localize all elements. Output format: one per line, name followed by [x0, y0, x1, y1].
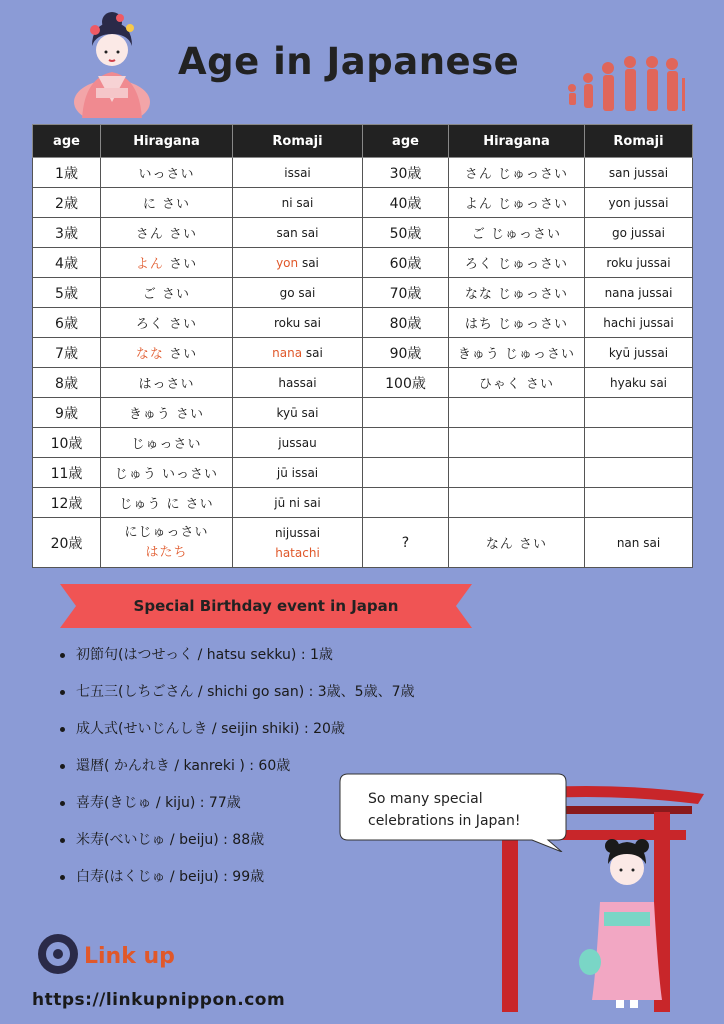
romaji-cell: hassai	[233, 368, 363, 398]
age-cell	[363, 428, 449, 458]
hiragana-cell: きゅう さい	[101, 398, 233, 428]
list-item: 成人式(せいじんしき / seijin shiki) : 20歳	[50, 716, 415, 753]
romaji-cell	[233, 248, 363, 278]
hiragana-cell	[101, 248, 233, 278]
romaji-cell: hyaku sai	[585, 368, 693, 398]
highlight-text: なな	[135, 347, 164, 362]
romaji-cell: kyū sai	[233, 398, 363, 428]
age-cell: 8歳	[33, 368, 101, 398]
age-cell	[363, 458, 449, 488]
hiragana-cell: ご じゅっさい	[449, 218, 585, 248]
geisha-illustration	[62, 10, 162, 118]
hiragana-cell: じゅっさい	[101, 428, 233, 458]
romaji-cell: roku jussai	[585, 248, 693, 278]
romaji-rest: sai	[298, 255, 319, 270]
header-age: age	[363, 125, 449, 158]
highlight-text: nana	[272, 345, 303, 360]
age-cell: 30歳	[363, 158, 449, 188]
list-item: 還暦( かんれき / kanreki ) : 60歳	[50, 753, 415, 790]
romaji-cell: ni sai	[233, 188, 363, 218]
romaji-cell	[585, 428, 693, 458]
hiragana-cell: に さい	[101, 188, 233, 218]
romaji-cell: nan sai	[585, 518, 693, 568]
age-cell: 1歳	[33, 158, 101, 188]
age-cell: 7歳	[33, 338, 101, 368]
table-row	[33, 368, 693, 398]
romaji-cell: nana jussai	[585, 278, 693, 308]
hiragana-cell: じゅう いっさい	[101, 458, 233, 488]
hiragana-cell: なん さい	[449, 518, 585, 568]
speech-bubble-text	[368, 788, 558, 832]
header-romaji: Romaji	[585, 125, 693, 158]
list-item: 初節句(はつせっく / hatsu sekku) : 1歳	[50, 642, 415, 679]
hiragana-cell	[449, 428, 585, 458]
hiragana-cell: きゅう じゅっさい	[449, 338, 585, 368]
age-cell: 6歳	[33, 308, 101, 338]
hiragana-cell: はち じゅっさい	[449, 308, 585, 338]
hiragana-cell: ひゃく さい	[449, 368, 585, 398]
hiragana-cell: ろく じゅっさい	[449, 248, 585, 278]
romaji-cell: san jussai	[585, 158, 693, 188]
age-cell: 60歳	[363, 248, 449, 278]
romaji-rest: sai	[302, 345, 323, 360]
hiragana-rest: さい	[163, 347, 198, 362]
hiragana-cell: ご さい	[101, 278, 233, 308]
age-cell: 2歳	[33, 188, 101, 218]
romaji-line: nijussai	[274, 525, 321, 540]
romaji-cell: jussau	[233, 428, 363, 458]
kimono-girl-icon	[579, 839, 662, 1008]
age-cell: 3歳	[33, 218, 101, 248]
highlight-text: hatachi	[275, 545, 320, 560]
romaji-cell: roku sai	[233, 308, 363, 338]
bubble-line: celebrations in Japan!	[368, 813, 521, 829]
age-cell: 40歳	[363, 188, 449, 218]
age-cell: 11歳	[33, 458, 101, 488]
romaji-cell	[585, 488, 693, 518]
hiragana-cell	[101, 518, 233, 568]
age-cell: 70歳	[363, 278, 449, 308]
hiragana-cell	[449, 398, 585, 428]
banner-title: Special Birthday event in Japan	[133, 597, 399, 615]
table-header-row	[33, 125, 693, 158]
hiragana-cell: なな じゅっさい	[449, 278, 585, 308]
page-title: Age in Japanese	[178, 40, 520, 83]
website-link[interactable]: https://linkupnippon.com	[32, 990, 286, 1010]
table-row	[33, 398, 693, 428]
age-cell	[363, 398, 449, 428]
romaji-cell: yon jussai	[585, 188, 693, 218]
age-cell: 100歳	[363, 368, 449, 398]
age-cell: 90歳	[363, 338, 449, 368]
hiragana-cell: いっさい	[101, 158, 233, 188]
age-cell: 10歳	[33, 428, 101, 458]
bubble-line: So many special	[368, 791, 483, 807]
age-cell	[363, 488, 449, 518]
header-age: age	[33, 125, 101, 158]
age-cell: 20歳	[33, 518, 101, 568]
age-cell: 9歳	[33, 398, 101, 428]
list-item: 米寿(べいじゅ / beiju) : 88歳	[50, 827, 415, 864]
table-row	[33, 518, 693, 568]
hiragana-cell: ろく さい	[101, 308, 233, 338]
hiragana-rest: さい	[163, 257, 198, 272]
hiragana-cell	[101, 338, 233, 368]
romaji-cell	[233, 518, 363, 568]
table-row	[33, 278, 693, 308]
table-row	[33, 218, 693, 248]
table-row	[33, 188, 693, 218]
romaji-cell	[585, 458, 693, 488]
age-cell: 80歳	[363, 308, 449, 338]
age-cell: ?	[363, 518, 449, 568]
table-row	[33, 458, 693, 488]
romaji-cell: issai	[233, 158, 363, 188]
header-hiragana: Hiragana	[449, 125, 585, 158]
hiragana-cell: よん じゅっさい	[449, 188, 585, 218]
header-hiragana: Hiragana	[101, 125, 233, 158]
table-row	[33, 248, 693, 278]
header-romaji: Romaji	[233, 125, 363, 158]
hiragana-cell: はっさい	[101, 368, 233, 398]
hiragana-cell	[449, 488, 585, 518]
romaji-cell	[233, 338, 363, 368]
age-table	[32, 124, 693, 568]
hiragana-cell: じゅう に さい	[101, 488, 233, 518]
romaji-cell: jū ni sai	[233, 488, 363, 518]
age-cell: 50歳	[363, 218, 449, 248]
highlight-text: yon	[276, 255, 299, 270]
table-row	[33, 428, 693, 458]
hiragana-cell: さん じゅっさい	[449, 158, 585, 188]
romaji-cell: san sai	[233, 218, 363, 248]
table-row	[33, 338, 693, 368]
hiragana-cell: さん さい	[101, 218, 233, 248]
list-item: 喜寿(きじゅ / kiju) : 77歳	[50, 790, 415, 827]
list-item: 七五三(しちごさん / shichi go san) : 3歳、5歳、7歳	[50, 679, 415, 716]
table-row	[33, 158, 693, 188]
hiragana-line: にじゅっさい	[124, 524, 209, 540]
highlight-text: よん	[135, 257, 164, 272]
age-cell: 5歳	[33, 278, 101, 308]
highlight-text: はたち	[145, 544, 188, 560]
romaji-cell	[585, 398, 693, 428]
list-item: 白寿(はくじゅ / beiju) : 99歳	[50, 864, 415, 901]
family-silhouette-icon	[556, 48, 696, 114]
hiragana-cell	[449, 458, 585, 488]
romaji-cell: kyū jussai	[585, 338, 693, 368]
romaji-cell: go sai	[233, 278, 363, 308]
table-row	[33, 488, 693, 518]
table-row	[33, 308, 693, 338]
logo-text: Link up	[84, 944, 175, 969]
romaji-cell: go jussai	[585, 218, 693, 248]
romaji-cell: hachi jussai	[585, 308, 693, 338]
age-cell: 12歳	[33, 488, 101, 518]
age-cell: 4歳	[33, 248, 101, 278]
romaji-cell: jū issai	[233, 458, 363, 488]
